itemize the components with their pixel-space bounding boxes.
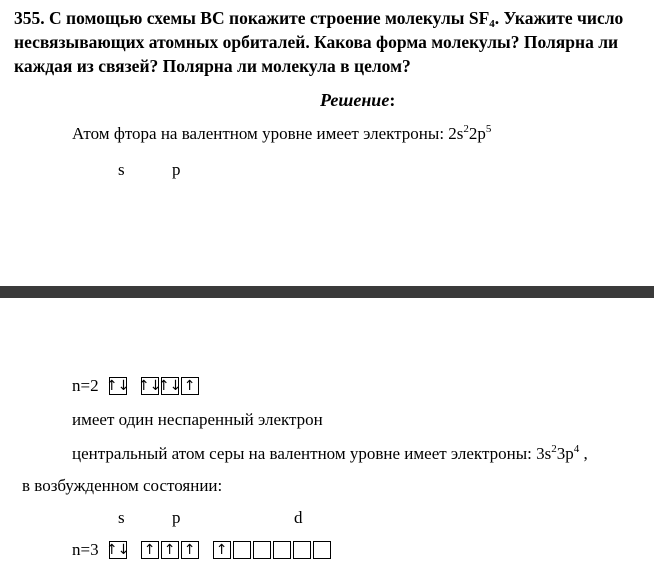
orbital-cell: ↑: [141, 541, 159, 559]
sulfur-config-line: [72, 444, 588, 464]
sublevel-label-p: p: [172, 160, 181, 179]
orbital-cell: [293, 541, 311, 559]
solution-heading-text: Решение: [320, 90, 390, 110]
orbital-cell: [273, 541, 291, 559]
n3-d-orbitals: [213, 541, 331, 559]
sulfur-config-tail: ,: [579, 444, 588, 463]
sulfur-sup-2: 4: [573, 443, 580, 455]
n2-s-orbitals: [105, 377, 130, 395]
orbital-cell: ↑: [213, 541, 231, 559]
orbital-cell: ↑↓: [105, 542, 130, 558]
n2-p-orbitals: [137, 377, 199, 395]
solution-heading-colon: :: [389, 90, 396, 110]
fluorine-config-mid: 2p: [468, 124, 486, 143]
n2-orbital-diagram: [72, 374, 199, 398]
sulfur-sup-1: 2: [551, 443, 557, 455]
sublevel-label-s: s: [118, 160, 125, 179]
problem-text-part1: С помощью схемы ВС покажите строение молекулы SF: [44, 8, 490, 28]
n2-label: n=2: [72, 376, 99, 395]
orbital-cell: [313, 541, 331, 559]
fluorine-sup-2: 5: [485, 123, 492, 135]
orbital-cell: ↑↓: [157, 378, 182, 394]
sublevel-label-s: s: [118, 508, 125, 527]
orbital-cell: [233, 541, 251, 559]
problem-statement: [14, 6, 644, 78]
fluorine-sup-1: 2: [463, 123, 469, 135]
sulfur-config-text: центральный атом серы на валентном уровне имеет электроны: 3s: [72, 444, 552, 463]
sublevel-label-p: p: [172, 508, 181, 527]
n3-label: n=3: [72, 540, 99, 559]
orbital-cell: ↑: [181, 377, 199, 395]
orbital-cell: ↑↓: [137, 378, 162, 394]
n3-orbital-diagram: [72, 538, 331, 562]
problem-text-part2: . Укажите число несвязывающих атомных орбиталей. Какова форма молекулы? Полярна ли каждая из связей? Полярна ли молекула в целом?: [14, 8, 624, 76]
sublevel-label-d: d: [294, 508, 303, 527]
problem-subscript: 4: [489, 18, 495, 30]
orbital-cell: [253, 541, 271, 559]
excited-state-line: в возбужденном состоянии:: [22, 476, 223, 495]
fluorine-sublevel-labels: [0, 160, 654, 182]
page-divider-bar: [0, 286, 654, 298]
orbital-cell: ↑: [161, 541, 179, 559]
n3-p-orbitals: [141, 541, 199, 559]
sulfur-config-mid: 3p: [556, 444, 574, 463]
orbital-cell: ↑↓: [105, 378, 130, 394]
sulfur-sublevel-labels: [0, 508, 654, 530]
n3-s-orbitals: [105, 541, 130, 559]
problem-number: 355.: [14, 8, 45, 28]
fluorine-config-line: [72, 124, 491, 144]
solution-heading: [320, 90, 395, 111]
fluorine-config-text: Атом фтора на валентном уровне имеет электроны: 2s: [72, 124, 464, 143]
unpaired-electron-line: имеет один неспаренный электрон: [72, 410, 323, 429]
orbital-cell: ↑: [181, 541, 199, 559]
